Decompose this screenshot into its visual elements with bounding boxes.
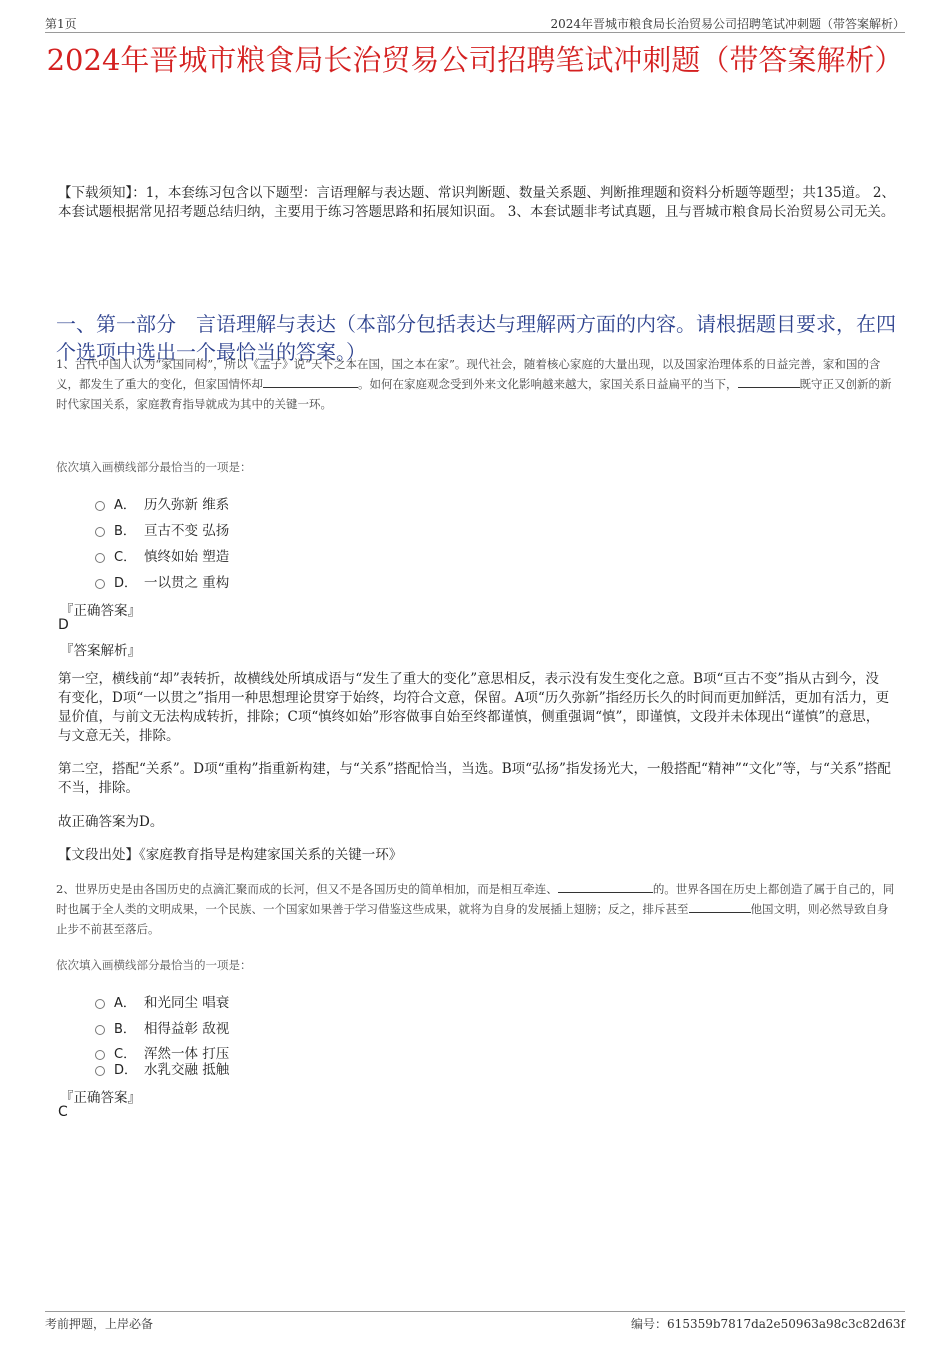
question-2-prompt: 依次填入画横线部分最恰当的一项是： (56, 958, 252, 972)
question-2-blank-1 (558, 880, 653, 893)
header-doc-title: 2024年晋城市粮食局长治贸易公司招聘笔试冲刺题（带答案解析） (550, 17, 905, 31)
option-text: 水乳交融 抵触 (144, 1062, 230, 1078)
question-1-analysis-1: 第一空，横线前“却”表转折，故横线处所填成语与“发生了重大的变化”意思相反，表示没有发生变化之意。B项“亘古不变”指从古到今，没有变化，D项“一以贯之”指用一种思想理论贯穿于始终，均符合文意，保留。A项“历久弥新”指经历长久的时间而更加鲜活，更加有活力，更显价值，与前文无法构成转折，排除；C项“慎终如始”形容做事自始至终都谨慎，侧重强调“慎”，即谨慎，文段并未体现出“谨慎”的意思，与文意无关，排除。 (58, 671, 890, 744)
radio-icon[interactable] (95, 1066, 105, 1076)
option-letter: A． (114, 498, 136, 513)
question-1-analysis-label: 『答案解析』 (60, 643, 141, 659)
question-1-text (56, 354, 898, 414)
footer-serial: 编号：615359b7817da2e50963a98c3c82d63f (631, 1317, 905, 1331)
option-text: 亘古不变 弘扬 (144, 523, 230, 539)
question-1-blank-1 (263, 375, 358, 388)
radio-icon[interactable] (95, 527, 105, 537)
question-2-text-c: 他国文明，则必然导致自身止步不前甚至落后。 (56, 902, 889, 936)
question-2-answer-label: 『正确答案』 (60, 1090, 141, 1106)
question-2-text (56, 879, 898, 939)
option-text: 一以贯之 重构 (144, 575, 230, 591)
question-2-option-a[interactable] (95, 991, 229, 1011)
option-letter: B． (114, 1022, 136, 1037)
question-1-analysis-2: 第二空，搭配“关系”。D项“重构”指重新构建，与“关系”搭配恰当，当选。B项“弘扬”指发扬光大，一般搭配“精神”“文化”等，与“关系”搭配不当，排除。 (58, 761, 891, 796)
question-1-option-d[interactable] (95, 571, 229, 591)
question-1-blank-2 (738, 375, 800, 388)
option-letter: D． (114, 1063, 138, 1078)
option-letter: B． (114, 524, 136, 539)
radio-icon[interactable] (95, 579, 105, 589)
footer-slogan: 考前押题，上岸必备 (45, 1317, 154, 1331)
question-1-option-a[interactable] (95, 493, 229, 513)
document-title: 2024年晋城市粮食局长治贸易公司招聘笔试冲刺题（带答案解析） (46, 43, 904, 77)
option-letter: C． (114, 550, 137, 565)
section-heading: 一、第一部分 言语理解与表达（本部分包括表达与理解两方面的内容。请根据题目要求，在四个选项中选出一个最恰当的答案。） (56, 312, 896, 364)
download-notice: 【下载须知】：1，本套练习包含以下题型：言语理解与表达题、常识判断题、数量关系题、判断推理题和资料分析题等题型；共135道。 2、本套试题根据常见招考题总结归纳，主要用于练习答题思路和拓展知识面。 3、本套试题非考试真题，且与晋城市粮食局长治贸易公司无关。 (58, 185, 895, 220)
question-2-text-b: 的。世界各国在历史上都创造了属于自己的，同时也属于全人类的文明成果，一个民族、一个国家如果善于学习借鉴这些成果，就将为自身的发展插上翅膀；反之，排斥甚至 (56, 882, 895, 916)
question-2-option-b[interactable] (95, 1017, 229, 1037)
page-header (45, 14, 905, 33)
question-1-answer-label: 『正确答案』 (60, 603, 141, 619)
question-1-text-b: 。如何在家庭观念受到外来文化影响越来越大，家国关系日益扁平的当下， (358, 377, 738, 391)
question-1-analysis-3: 故正确答案为D。 (58, 814, 164, 830)
option-text: 历久弥新 维系 (144, 497, 230, 513)
radio-icon[interactable] (95, 1025, 105, 1035)
radio-icon[interactable] (95, 501, 105, 511)
option-text: 浑然一体 打压 (144, 1046, 230, 1062)
option-text: 慎终如始 塑造 (144, 549, 230, 565)
question-1-source: 【文段出处】《家庭教育指导是构建家国关系的关键一环》 (58, 847, 403, 863)
question-2-answer: C (58, 1104, 68, 1120)
option-letter: C． (114, 1047, 137, 1062)
option-text: 和光同尘 唱衰 (144, 995, 230, 1011)
page-footer (45, 1311, 905, 1331)
question-1-option-c[interactable] (95, 545, 229, 565)
question-1-option-b[interactable] (95, 519, 229, 539)
page-number: 第1页 (45, 17, 77, 31)
option-letter: A． (114, 996, 136, 1011)
question-2-blank-2 (689, 900, 751, 913)
radio-icon[interactable] (95, 999, 105, 1009)
option-letter: D． (114, 576, 138, 591)
question-2-option-d[interactable] (95, 1058, 229, 1078)
question-2-text-a: 2、世界历史是由各国历史的点滴汇聚而成的长河，但又不是各国历史的简单相加，而是相互牵连、 (56, 882, 558, 896)
radio-icon[interactable] (95, 553, 105, 563)
question-1-text-c: 既守正又创新的新时代家国关系，家庭教育指导就成为其中的关键一环。 (56, 377, 892, 411)
option-text: 相得益彰 敌视 (144, 1021, 230, 1037)
question-1-text-a: 1、古代中国人认为“家国同构”，所以《孟子》说“天下之本在国，国之本在家”。现代社会，随着核心家庭的大量出现，以及国家治理体系的日益完善，家和国的含义，都发生了重大的变化，但家国情怀却 (56, 357, 881, 391)
question-1-prompt: 依次填入画横线部分最恰当的一项是： (56, 460, 252, 474)
question-1-answer: D (58, 617, 69, 633)
